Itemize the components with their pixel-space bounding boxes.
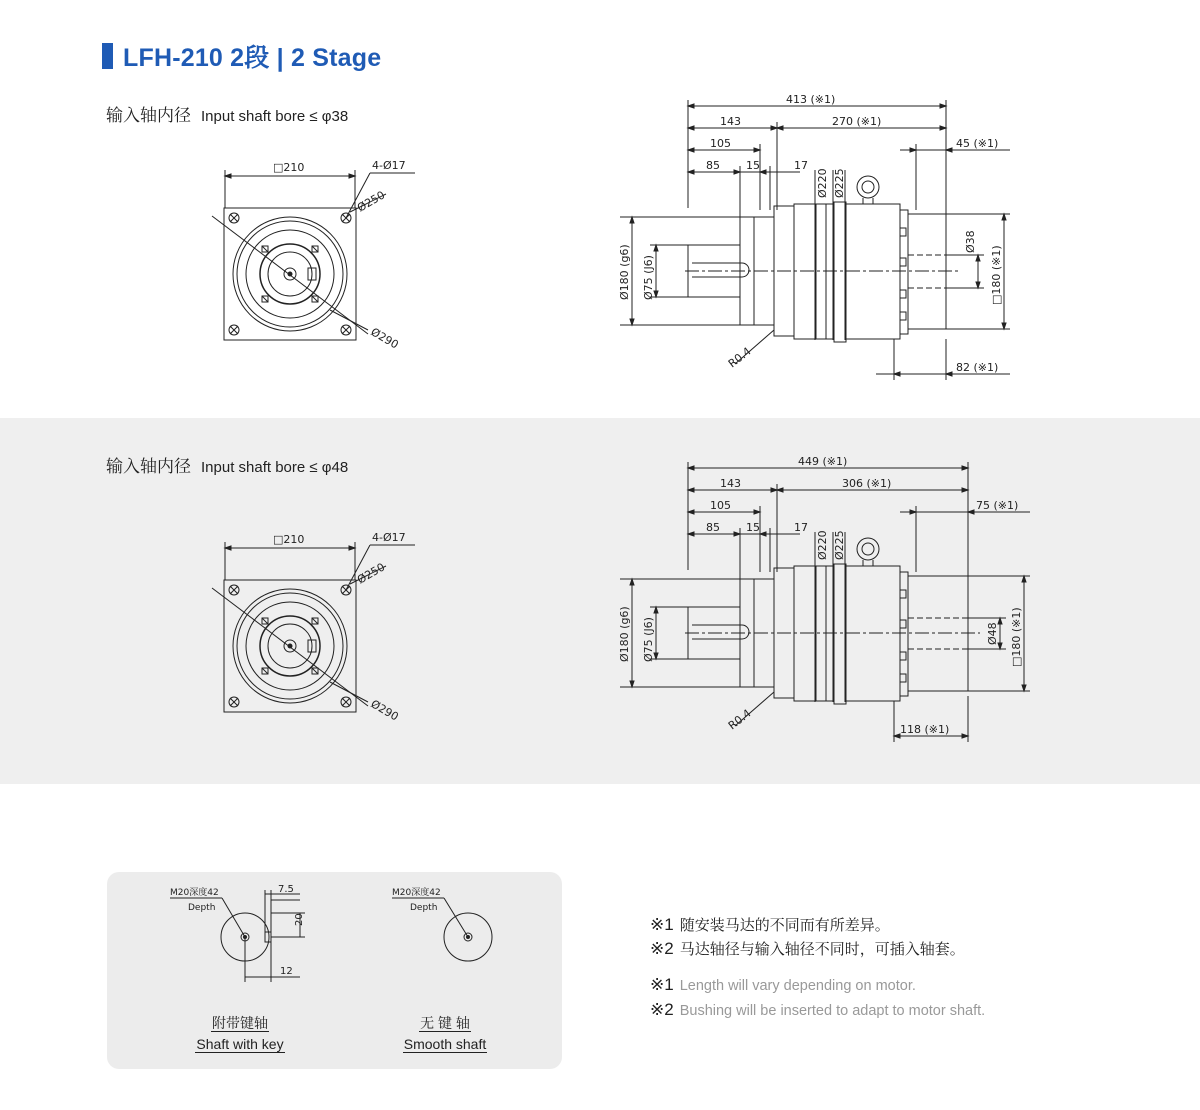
section1-bore-label [106,101,348,126]
note-zh-1: ※1 随安装马达的不同而有所差异。 [650,915,890,934]
dim-sq180: □180 (※1) [1010,607,1023,667]
dim-85: 85 [706,521,720,534]
section1-side-view [600,90,1020,380]
page-title: LFH-210 2段 | 2 Stage [123,44,382,72]
dim-15: 15 [746,521,760,534]
caption-en: Shaft with key [196,1036,284,1052]
dim-total: 449 (※1) [798,455,848,468]
dim-15: 15 [746,159,760,172]
dim-d75j6: Ø75 (J6) [642,617,655,662]
dim-d250: Ø250 [355,560,388,587]
dim-105: 105 [710,137,731,150]
dim-143: 143 [720,477,741,490]
bore-label-zh: 输入轴内径 [106,457,191,476]
dim-d290: Ø290 [368,325,401,352]
dim-sq180: □180 (※1) [990,245,1003,305]
dim-d220: Ø220 [816,530,829,560]
dim-270: 270 (※1) [832,115,882,128]
dim-holes: 4-Ø17 [372,159,406,172]
notes [650,913,985,1023]
dim-75: 75 (※1) [976,499,1019,512]
dim-306: 306 (※1) [842,477,892,490]
title-block [102,38,381,74]
dim-17: 17 [794,159,808,172]
shaft-with-key-caption [180,1013,300,1052]
dim-d225: Ø225 [833,168,846,198]
dim-118: 118 (※1) [900,723,950,736]
dim-d75j6: Ø75 (J6) [642,255,655,300]
caption-zh: 附带键轴 [212,1015,268,1031]
section2-side-view [600,452,1040,742]
dim-85: 85 [706,159,720,172]
dim-d290: Ø290 [368,697,401,724]
dim-7-5: 7.5 [278,884,294,895]
dim-45: 45 (※1) [956,137,999,150]
dim-total: 413 (※1) [786,93,836,106]
dim-square: □210 [273,161,305,174]
dim-r04: R0.4 [725,344,754,371]
dim-105: 105 [710,499,731,512]
bore-label-zh: 输入轴内径 [106,106,191,125]
dim-d220: Ø220 [816,168,829,198]
dim-20: 20 [294,913,305,926]
dim-82: 82 (※1) [956,361,999,374]
section2-bore-label [106,452,348,477]
shaft-with-key-drawing [160,880,320,990]
dim-holes: 4-Ø17 [372,531,406,544]
dim-143: 143 [720,115,741,128]
smooth-shaft-drawing [384,880,524,990]
note-en-1: ※1 Length will vary depending on motor. [650,975,916,994]
dim-d180g6: Ø180 (g6) [618,606,631,662]
depth-label: Depth [410,903,438,913]
tap-label: M20深度42 [170,888,219,898]
caption-zh: 无 键 轴 [420,1015,470,1031]
note-en-2: ※2 Bushing will be inserted to adapt to motor shaft. [650,1000,986,1019]
depth-label: Depth [188,903,216,913]
dim-bore: Ø48 [986,622,999,645]
section1-front-view [200,150,420,360]
dim-d180g6: Ø180 (g6) [618,244,631,300]
dim-d225: Ø225 [833,530,846,560]
bore-label-en: Input shaft bore ≤ φ38 [201,108,349,125]
dim-d250: Ø250 [355,188,388,215]
caption-en: Smooth shaft [403,1036,487,1052]
title-accent-bar [102,43,113,69]
tap-label: M20深度42 [392,888,441,898]
smooth-shaft-caption [385,1013,505,1052]
dim-r04: R0.4 [725,706,754,733]
section2-front-view [200,522,420,732]
note-zh-2: ※2 马达轴径与输入轴径不同时，可插入轴套。 [650,939,965,958]
bore-label-en: Input shaft bore ≤ φ48 [201,459,349,476]
dim-17: 17 [794,521,808,534]
dim-square: □210 [273,533,305,546]
dim-bore: Ø38 [964,230,977,253]
dim-12: 12 [280,966,293,977]
